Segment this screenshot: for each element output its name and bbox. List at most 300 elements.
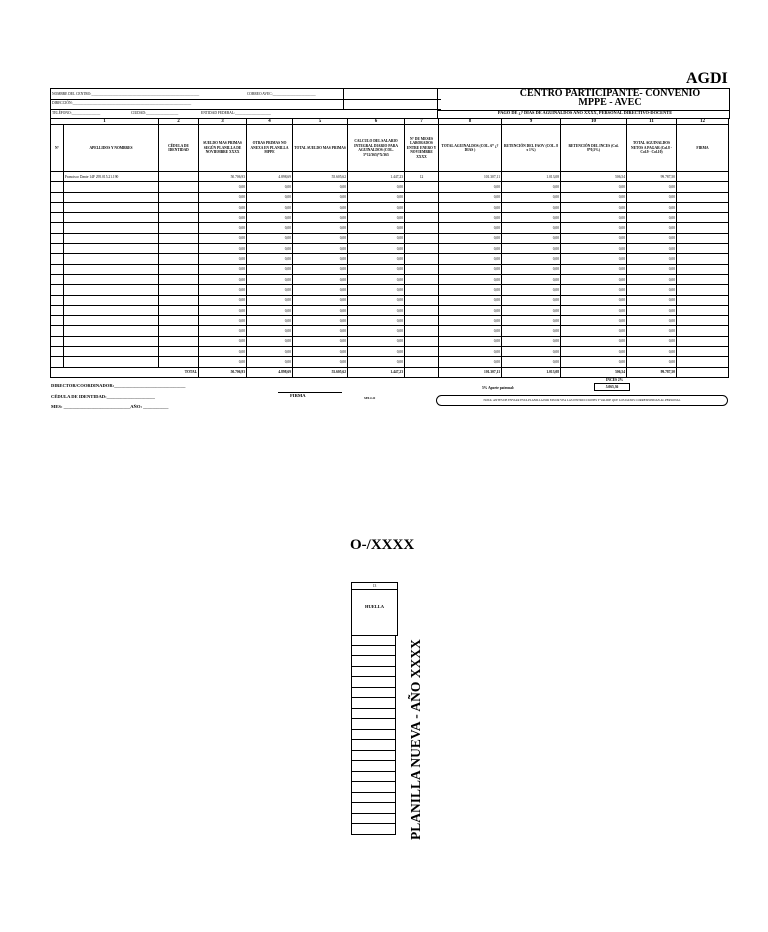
huella-header: HUELLA (351, 589, 398, 636)
table-cell[interactable] (677, 326, 729, 336)
table-cell: 0,00 (199, 182, 247, 192)
table-cell: 0,00 (502, 254, 561, 264)
header-neto: TOTAL AGUINALDOS NETOS A PAGAR (Col.8 - Col.9 - Col.10) (627, 125, 677, 172)
table-cell: 0,00 (561, 305, 627, 315)
table-cell: 506,54 (561, 172, 627, 182)
huella-cell[interactable] (351, 740, 396, 751)
header-inces: RETENCIÓN DEL INCES (Col. 8*0,5%) (561, 125, 627, 172)
table-cell: 0,00 (247, 223, 293, 233)
table-cell: 0,00 (502, 285, 561, 295)
table-cell: 0,00 (439, 182, 502, 192)
table-cell: 0,00 (199, 223, 247, 233)
director-field: DIRECTOR/COORDINADOR:_______________________________ (51, 383, 186, 388)
table-cell: 12 (405, 172, 439, 182)
table-row (51, 285, 729, 295)
table-cell: 0,00 (502, 347, 561, 357)
table-cell: 0,00 (439, 274, 502, 284)
table-cell (64, 233, 159, 243)
huella-cell[interactable] (351, 814, 396, 825)
table-cell (405, 254, 439, 264)
table-cell (51, 305, 64, 315)
table-cell (51, 182, 64, 192)
table-cell (159, 202, 199, 212)
table-cell: 0,00 (439, 202, 502, 212)
huella-cell[interactable] (351, 709, 396, 720)
table-cell (64, 213, 159, 223)
table-cell (64, 202, 159, 212)
table-cell[interactable] (677, 347, 729, 357)
aguinaldos-table (50, 118, 729, 378)
table-cell: 0,00 (502, 244, 561, 254)
table-cell: 101.307,11 (439, 172, 502, 182)
table-cell[interactable] (677, 213, 729, 223)
table-cell: 0,00 (348, 295, 405, 305)
table-cell[interactable] (677, 182, 729, 192)
table-cell (51, 347, 64, 357)
table-cell (405, 347, 439, 357)
table-cell (51, 295, 64, 305)
table-cell[interactable] (677, 192, 729, 202)
table-cell[interactable] (677, 244, 729, 254)
table-cell: 0,00 (348, 285, 405, 295)
table-cell: 0,00 (199, 264, 247, 274)
column-number-row: 1 2 3 4 5 6 7 8 9 10 11 12 (51, 119, 729, 125)
table-cell: 0,00 (502, 326, 561, 336)
table-cell: 0,00 (247, 305, 293, 315)
table-row (51, 347, 729, 357)
table-cell: 50.706,93 (199, 172, 247, 182)
table-cell: 0,00 (199, 295, 247, 305)
huella-cell[interactable] (351, 782, 396, 793)
table-cell: 0,00 (502, 274, 561, 284)
table-cell: 0,00 (199, 305, 247, 315)
table-cell: 55.605,62 (293, 172, 348, 182)
mes-field: MES: _____________________________AÑO: ___________ (51, 404, 169, 409)
table-cell: 0,00 (199, 316, 247, 326)
table-cell[interactable] (677, 202, 729, 212)
table-cell: 0,00 (439, 347, 502, 357)
table-cell: 0,00 (561, 347, 627, 357)
table-cell: 0,00 (247, 316, 293, 326)
header-name: APELLIDOS Y NOMBRES (64, 125, 159, 172)
table-cell: 0,00 (293, 274, 348, 284)
table-cell: 0,00 (293, 347, 348, 357)
table-cell: 0,00 (561, 336, 627, 346)
table-cell: 0,00 (502, 316, 561, 326)
table-cell: 0,00 (293, 213, 348, 223)
table-cell: 0,00 (199, 254, 247, 264)
table-cell: 0,00 (348, 305, 405, 315)
document-code: AGDI (686, 70, 728, 87)
table-cell: 0,00 (561, 357, 627, 367)
table-cell (64, 347, 159, 357)
header-cedula: CÉDULA DE IDENTIDAD (159, 125, 199, 172)
table-row (51, 316, 729, 326)
aporte-value: 5.065,36 (594, 383, 630, 391)
column-header-row (51, 125, 729, 172)
table-row (51, 254, 729, 264)
huella-cell[interactable] (351, 677, 396, 688)
table-cell: 0,00 (348, 336, 405, 346)
table-cell[interactable] (677, 274, 729, 284)
table-cell: 0,00 (348, 213, 405, 223)
table-cell: 0,00 (561, 233, 627, 243)
table-cell[interactable] (677, 233, 729, 243)
huella-cell[interactable] (351, 688, 396, 699)
table-cell (51, 274, 64, 284)
table-cell: 0,00 (439, 192, 502, 202)
table-cell: 0,00 (293, 254, 348, 264)
header-num: N° (51, 125, 64, 172)
table-cell (159, 316, 199, 326)
table-cell: 0,00 (502, 223, 561, 233)
table-cell (159, 233, 199, 243)
table-cell: 0,00 (627, 182, 677, 192)
table-cell: 0,00 (439, 233, 502, 243)
table-cell: 0,00 (348, 223, 405, 233)
entidad-field: ENTIDAD FEDERAL:____________________ (201, 111, 271, 115)
table-cell: 0,00 (348, 264, 405, 274)
table-row (51, 244, 729, 254)
table-cell: 0,00 (627, 264, 677, 274)
huella-cell[interactable] (351, 772, 396, 783)
table-cell: 0,00 (348, 233, 405, 243)
huella-cell[interactable] (351, 656, 396, 667)
huella-cell[interactable] (351, 793, 396, 804)
table-cell: 0,00 (293, 357, 348, 367)
huella-cell[interactable] (351, 751, 396, 762)
table-cell (159, 244, 199, 254)
table-cell: 0,00 (561, 182, 627, 192)
table-cell (159, 192, 199, 202)
table-cell: 0,00 (439, 295, 502, 305)
table-cell[interactable] (677, 264, 729, 274)
table-cell: 0,00 (502, 233, 561, 243)
centro-name-field: NOMBRE DEL CENTRO:____________________________________________________________ (52, 92, 200, 96)
huella-cell[interactable] (351, 667, 396, 678)
table-cell: 0,00 (293, 305, 348, 315)
huella-cell[interactable] (351, 730, 396, 741)
centro-title: CENTRO PARTICIPANTE- CONVENIO MPPE - AVEC (519, 88, 701, 108)
table-cell (159, 347, 199, 357)
table-cell: 0,00 (247, 254, 293, 264)
huella-cell[interactable] (351, 635, 396, 646)
table-cell: 1.447,23 (348, 172, 405, 182)
table-cell[interactable] (677, 223, 729, 233)
telefono-field: TELÉFONO:________________ (52, 111, 101, 115)
cedula-field: CÉDULA DE IDENTIDAD:_____________________ (51, 394, 155, 399)
table-cell: 0,00 (348, 202, 405, 212)
table-cell: 0,00 (502, 336, 561, 346)
table-cell (51, 264, 64, 274)
table-cell: 0,00 (627, 254, 677, 264)
table-cell (405, 316, 439, 326)
header-salario-diario: CALCULO DEL SALARIO INTEGRAL DIARIO PARA AGUINALDOS (COL. 5*12/365)*X/365 (348, 125, 405, 172)
table-cell (159, 326, 199, 336)
table-cell: 0,00 (439, 264, 502, 274)
table-cell: 0,00 (293, 316, 348, 326)
firma-label: FIRMA (290, 393, 306, 398)
table-cell: 0,00 (502, 202, 561, 212)
table-cell: 0,00 (247, 326, 293, 336)
table-cell: 0,00 (561, 202, 627, 212)
table-cell (51, 357, 64, 367)
huella-cell[interactable] (351, 646, 396, 657)
table-cell: 0,00 (561, 213, 627, 223)
table-cell (405, 223, 439, 233)
table-cell: 0,00 (348, 316, 405, 326)
table-cell: 0,00 (561, 326, 627, 336)
table-cell (405, 295, 439, 305)
aporte-label: 5% Aporte patronal: (482, 386, 515, 390)
table-cell: 0,00 (247, 274, 293, 284)
table-cell (159, 336, 199, 346)
huella-column (351, 582, 397, 835)
table-cell: 0,00 (247, 295, 293, 305)
firma-line (278, 392, 342, 393)
table-cell: 0,00 (348, 192, 405, 202)
correo-field: CORREO AVEC:________________________ (247, 92, 316, 96)
table-cell (405, 213, 439, 223)
table-cell (159, 223, 199, 233)
table-cell (159, 295, 199, 305)
table-cell (64, 326, 159, 336)
table-cell: 0,00 (247, 264, 293, 274)
table-cell (405, 305, 439, 315)
table-cell: 0,00 (561, 274, 627, 284)
table-cell: 0,00 (627, 213, 677, 223)
table-cell: 0,00 (439, 285, 502, 295)
table-cell: 0,00 (502, 192, 561, 202)
table-cell: 0,00 (247, 233, 293, 243)
header-firma: FIRMA (677, 125, 729, 172)
header-total-sueldo: TOTAL SUELDO MAS PRIMAS (293, 125, 348, 172)
table-cell: 0,00 (199, 213, 247, 223)
table-cell (64, 295, 159, 305)
table-row (51, 223, 729, 233)
table-cell: 0,00 (199, 192, 247, 202)
table-cell: 0,00 (293, 336, 348, 346)
table-cell: 0,00 (247, 202, 293, 212)
table-cell (51, 244, 64, 254)
totals-row: TOTAL 50.706,93 4.898,69 55.605,62 1.447,23 101.307,11 1.013,08 506,54 99.787,50 (51, 367, 729, 377)
table-cell: 0,00 (348, 326, 405, 336)
header-total-aguinaldos: TOTAL AGUINALDOS (COL. 6* ¿? DIAS ) (439, 125, 502, 172)
table-cell (64, 274, 159, 284)
table-cell: 0,00 (627, 316, 677, 326)
table-cell: 0,00 (247, 192, 293, 202)
table-cell[interactable] (677, 336, 729, 346)
table-cell: 0,00 (627, 202, 677, 212)
table-cell (51, 172, 64, 182)
table-cell: 0,00 (627, 223, 677, 233)
table-cell: 0,00 (561, 254, 627, 264)
table-cell (159, 305, 199, 315)
header-meses: N° DE MESES LABORADOS ENTRE ENERO Y NOVIEMBRE XXXX (405, 125, 439, 172)
table-cell[interactable] (677, 254, 729, 264)
table-cell: 0,00 (199, 285, 247, 295)
table-cell: 0,00 (439, 305, 502, 315)
table-cell (159, 285, 199, 295)
table-cell (159, 172, 199, 182)
table-cell[interactable] (677, 316, 729, 326)
table-cell: 0,00 (561, 244, 627, 254)
table-cell (405, 285, 439, 295)
table-row (51, 182, 729, 192)
huella-cell[interactable] (351, 824, 396, 835)
form-header (50, 88, 730, 119)
rotated-title: PLANILLA NUEVA - AÑO XXXX (408, 639, 423, 840)
table-cell: 0,00 (439, 213, 502, 223)
table-cell: 0,00 (348, 182, 405, 192)
table-cell: 0,00 (561, 295, 627, 305)
table-row (51, 295, 729, 305)
table-cell (405, 182, 439, 192)
table-cell: 0,00 (439, 316, 502, 326)
header-sueldo: SUELDO MAS PRIMAS SEGÚN PLANILLA DE NOVIEMBRE XXXX (199, 125, 247, 172)
ciudad-field: CIUDAD:__________________ (131, 111, 179, 115)
huella-cell[interactable] (351, 761, 396, 772)
table-cell (51, 285, 64, 295)
table-row (51, 233, 729, 243)
table-cell: 0,00 (439, 326, 502, 336)
table-cell: 0,00 (502, 213, 561, 223)
pago-title: PAGO DE ¿? DIAS DE AGUINALDOS AÑO XXXX, PERSONAL DIRECTIVO-DOCENTE (497, 110, 673, 115)
table-cell: 0,00 (627, 305, 677, 315)
table-cell: 0,00 (561, 264, 627, 274)
table-row (51, 336, 729, 346)
table-cell: 0,00 (247, 244, 293, 254)
table-cell: 0,00 (439, 244, 502, 254)
huella-cell[interactable] (351, 698, 396, 709)
instructions-note: NOTA: ANTES DE ENVIAR ESTA PLANILLA POR FAVOR VEA LAS INSTRUCCIONES Y VALIDE QUE LOS DATOS CORRESPONDAN AL PERSONAL (436, 395, 728, 406)
table-cell: 0,00 (199, 274, 247, 284)
table-cell: 4.898,69 (247, 172, 293, 182)
table-cell: 0,00 (439, 254, 502, 264)
table-cell: 0,00 (348, 274, 405, 284)
table-cell (64, 357, 159, 367)
table-cell: 1.013,08 (502, 172, 561, 182)
table-cell: 0,00 (627, 357, 677, 367)
table-cell: 0,00 (502, 305, 561, 315)
table-cell: 0,00 (293, 202, 348, 212)
table-cell (405, 233, 439, 243)
table-cell (51, 336, 64, 346)
table-cell: 0,00 (247, 285, 293, 295)
table-cell (159, 213, 199, 223)
table-cell (64, 254, 159, 264)
table-cell (64, 336, 159, 346)
table-row (51, 264, 729, 274)
table-cell (159, 264, 199, 274)
table-cell: 0,00 (627, 336, 677, 346)
table-cell (64, 285, 159, 295)
table-cell (405, 326, 439, 336)
table-cell (51, 202, 64, 212)
table-cell (159, 254, 199, 264)
table-cell: 0,00 (293, 223, 348, 233)
table-cell: 0,00 (247, 347, 293, 357)
table-cell (405, 192, 439, 202)
table-cell: 0,00 (348, 347, 405, 357)
table-cell: 0,00 (561, 192, 627, 202)
table-cell: 0,00 (293, 192, 348, 202)
table-row (51, 357, 729, 367)
table-cell: 0,00 (561, 316, 627, 326)
table-cell[interactable] (677, 172, 729, 182)
table-cell: 99.787,50 (627, 172, 677, 182)
table-cell: 0,00 (293, 264, 348, 274)
table-cell: 0,00 (561, 285, 627, 295)
table-row (51, 192, 729, 202)
table-cell: 0,00 (293, 182, 348, 192)
table-cell (64, 264, 159, 274)
table-cell: 0,00 (199, 326, 247, 336)
table-cell: 0,00 (348, 244, 405, 254)
table-cell: 0,00 (627, 244, 677, 254)
table-cell: 0,00 (247, 213, 293, 223)
table-cell (405, 336, 439, 346)
header-otras-primas: OTRAS PRIMAS NO ANEXA EN PLANILLA MPPE (247, 125, 293, 172)
table-row (51, 305, 729, 315)
table-cell (51, 213, 64, 223)
table-cell (405, 244, 439, 254)
table-cell: 0,00 (199, 233, 247, 243)
table-cell: 0,00 (293, 233, 348, 243)
table-cell[interactable] (677, 295, 729, 305)
table-cell (51, 223, 64, 233)
table-cell: 0,00 (247, 357, 293, 367)
table-cell: 0,00 (502, 357, 561, 367)
table-cell: 0,00 (627, 274, 677, 284)
table-cell: 0,00 (502, 295, 561, 305)
table-cell[interactable] (677, 305, 729, 315)
table-cell: 0,00 (502, 182, 561, 192)
table-row (51, 202, 729, 212)
huella-cell[interactable] (351, 803, 396, 814)
table-cell: 0,00 (561, 223, 627, 233)
table-cell: 0,00 (627, 326, 677, 336)
table-cell: 0,00 (293, 326, 348, 336)
table-cell: 0,00 (247, 182, 293, 192)
table-cell[interactable] (677, 357, 729, 367)
table-cell (64, 182, 159, 192)
table-cell: 0,00 (293, 295, 348, 305)
table-cell: 0,00 (293, 285, 348, 295)
table-cell: 0,00 (439, 223, 502, 233)
table-cell (159, 357, 199, 367)
table-row (51, 172, 729, 182)
table-row (51, 213, 729, 223)
table-cell: 0,00 (627, 295, 677, 305)
table-cell (64, 305, 159, 315)
table-cell (159, 274, 199, 284)
table-cell: 0,00 (348, 357, 405, 367)
column-13-number: 13 (351, 582, 398, 590)
table-cell (51, 233, 64, 243)
table-cell: 0,00 (199, 347, 247, 357)
table-cell (64, 223, 159, 233)
huella-cell[interactable] (351, 719, 396, 730)
table-cell (51, 316, 64, 326)
table-cell: Francisco Dante 14F 295.015.21.190 (64, 172, 159, 182)
table-cell: 0,00 (247, 336, 293, 346)
table-cell[interactable] (677, 285, 729, 295)
table-cell: 0,00 (199, 202, 247, 212)
table-cell: 0,00 (627, 347, 677, 357)
table-cell (405, 357, 439, 367)
table-cell: 0,00 (293, 244, 348, 254)
